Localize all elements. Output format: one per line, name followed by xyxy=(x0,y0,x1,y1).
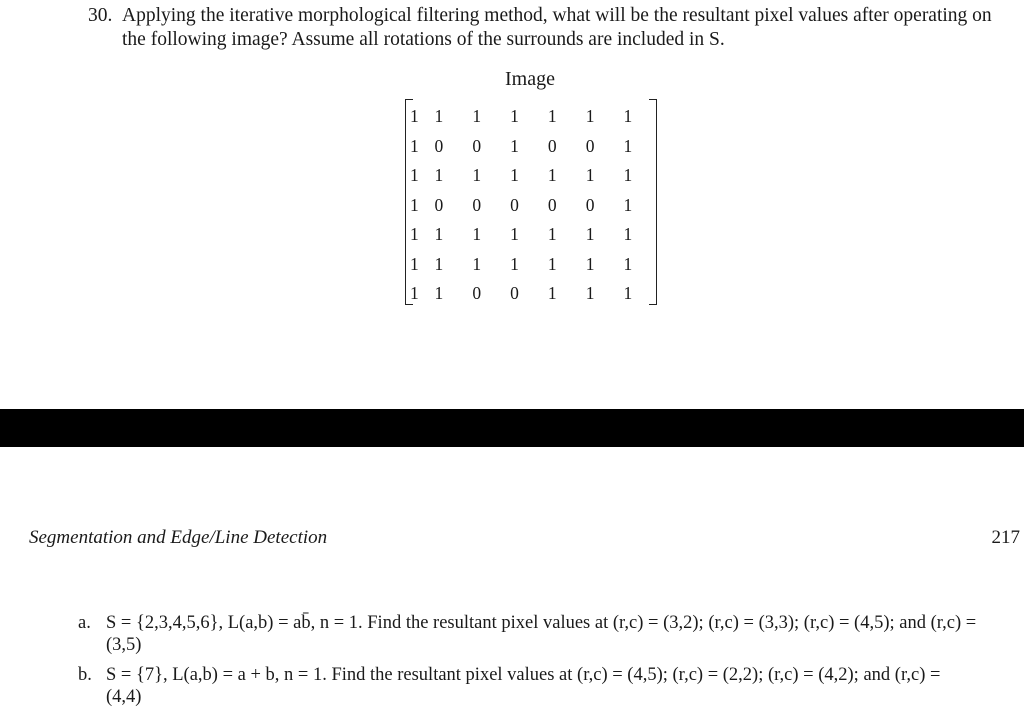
matrix-cell: 1 xyxy=(623,165,633,185)
matrix-cell: 1 xyxy=(434,253,444,274)
matrix-cell: 1 xyxy=(585,224,595,244)
matrix-cell: 1 xyxy=(623,224,633,244)
matrix-cell: 1 xyxy=(547,224,557,244)
sub-question-b xyxy=(78,664,978,708)
matrix-cell: 1 xyxy=(585,106,595,126)
matrix-cell: 0 xyxy=(472,194,482,215)
matrix-row xyxy=(410,161,647,191)
matrix-cell: 1 xyxy=(434,224,444,244)
matrix-cell: 1 xyxy=(623,106,633,126)
sub-question-text: S = {2,3,4,5,6}, L(a,b) = ab̄, n = 1. Find the resultant pixel values at (r,c) = (3,2); (r,c) = (3,3); (r,c) = (4,5); and (r,c) = (3,5) xyxy=(106,613,977,655)
sub-question-letter: a. xyxy=(78,613,91,633)
matrix-cell: 1 xyxy=(410,106,419,126)
matrix-right-bracket xyxy=(649,99,657,305)
matrix-cell: 1 xyxy=(410,194,419,215)
matrix-cell: 1 xyxy=(623,135,633,156)
matrix-cell: 1 xyxy=(410,165,419,185)
sub-question-letter: b. xyxy=(78,665,92,685)
matrix-cell: 1 xyxy=(410,224,419,244)
matrix-cell: 1 xyxy=(472,224,482,244)
matrix-cell: 1 xyxy=(434,283,444,303)
matrix-cell: 1 xyxy=(585,253,595,274)
matrix-row xyxy=(410,220,647,250)
matrix-cell: 1 xyxy=(434,165,444,185)
matrix-cell: 1 xyxy=(547,165,557,185)
matrix-row xyxy=(410,250,647,280)
matrix-cell: 1 xyxy=(410,283,419,303)
matrix-cell: 1 xyxy=(623,253,633,274)
matrix-cell: 0 xyxy=(510,194,519,215)
matrix-title: Image xyxy=(505,68,555,90)
matrix-cell: 1 xyxy=(623,283,633,303)
matrix-cell: 0 xyxy=(472,135,482,156)
matrix-grid xyxy=(410,102,647,309)
section-title: Segmentation and Edge/Line Detection xyxy=(29,527,328,548)
question-text: Applying the iterative morphological filtering method, what will be the resultant pixel values after operating on the following image? Assume all rotations of the surrounds are included in S. xyxy=(122,5,992,50)
matrix-cell: 1 xyxy=(585,283,595,303)
matrix-cell: 1 xyxy=(472,253,482,274)
redaction-bar xyxy=(0,409,1024,447)
matrix-cell: 1 xyxy=(585,165,595,185)
matrix-cell: 0 xyxy=(547,194,557,215)
page-number: 217 xyxy=(991,527,1020,548)
matrix-cell: 0 xyxy=(434,194,444,215)
matrix-cell: 1 xyxy=(472,165,482,185)
question-number: 30. xyxy=(88,5,113,26)
matrix-cell: 1 xyxy=(472,106,482,126)
sub-question-a xyxy=(78,612,978,656)
matrix-cell: 0 xyxy=(472,283,482,303)
matrix-cell: 0 xyxy=(510,283,519,303)
matrix-cell: 1 xyxy=(434,106,444,126)
matrix-cell: 1 xyxy=(510,224,519,244)
matrix-cell: 0 xyxy=(434,135,444,156)
matrix-cell: 1 xyxy=(510,253,519,274)
matrix-row xyxy=(410,279,647,309)
matrix-cell: 1 xyxy=(410,135,419,156)
matrix-cell: 1 xyxy=(547,283,557,303)
matrix-cell: 1 xyxy=(410,253,419,274)
matrix-row xyxy=(410,191,647,221)
matrix-row xyxy=(410,132,647,162)
image-matrix xyxy=(405,99,657,305)
question-block xyxy=(88,4,1008,52)
sub-question-text: S = {7}, L(a,b) = a + b, n = 1. Find the resultant pixel values at (r,c) = (4,5); (r,c) = (2,2); (r,c) = (4,2); and (r,c) = (4,4) xyxy=(106,665,941,707)
matrix-cell: 0 xyxy=(585,135,595,156)
matrix-cell: 1 xyxy=(623,194,633,215)
matrix-cell: 0 xyxy=(585,194,595,215)
matrix-cell: 1 xyxy=(510,106,519,126)
matrix-row xyxy=(410,102,647,132)
matrix-cell: 1 xyxy=(510,165,519,185)
matrix-cell: 1 xyxy=(510,135,519,156)
matrix-cell: 1 xyxy=(547,253,557,274)
matrix-cell: 0 xyxy=(547,135,557,156)
matrix-cell: 1 xyxy=(547,106,557,126)
